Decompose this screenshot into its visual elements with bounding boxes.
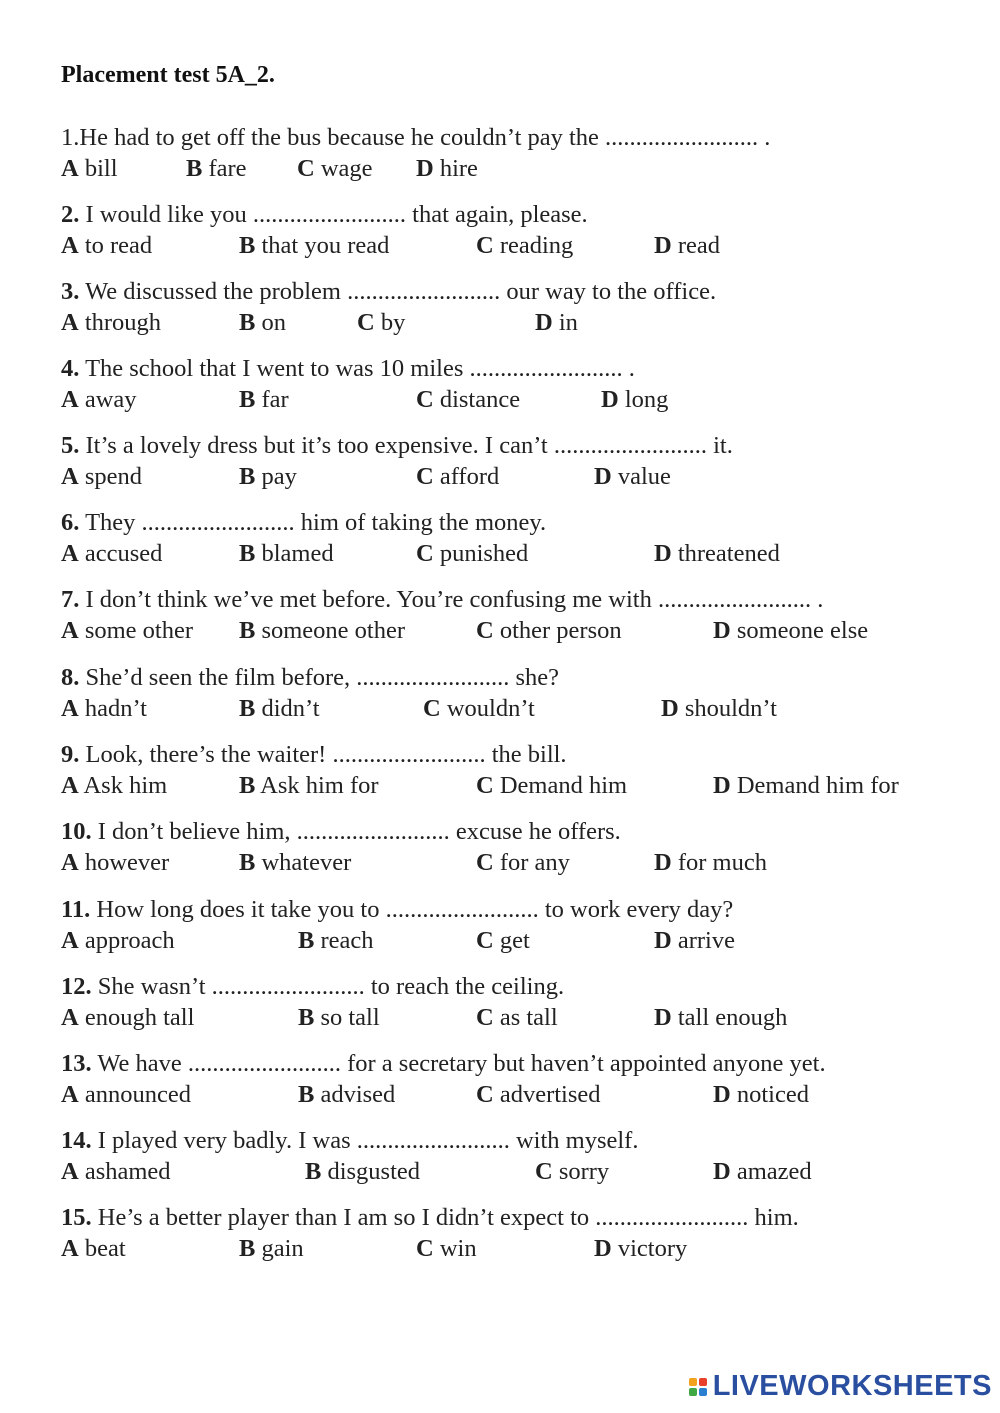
answer-option-a[interactable] — [61, 615, 193, 646]
question-stem — [61, 353, 961, 384]
answer-option-d[interactable] — [654, 847, 767, 878]
answer-option-a[interactable] — [61, 1156, 171, 1187]
question-15 — [61, 1202, 961, 1264]
answer-option-c[interactable] — [357, 307, 405, 338]
question-text: He’s a better player than I am so I didn’t expect to ......................... him. — [97, 1204, 799, 1231]
answer-options — [61, 461, 961, 492]
option-text: so tall — [320, 1004, 380, 1031]
option-letter: A — [61, 386, 79, 413]
answer-option-b[interactable] — [239, 307, 286, 338]
option-letter: C — [476, 1004, 494, 1031]
option-letter: A — [61, 849, 79, 876]
answer-option-d[interactable] — [654, 538, 780, 569]
option-letter: D — [654, 540, 672, 567]
question-8 — [61, 662, 961, 724]
question-text: They ......................... him of taking the money. — [85, 509, 547, 536]
answer-option-c[interactable] — [476, 615, 622, 646]
question-12 — [61, 971, 961, 1033]
answer-option-b[interactable] — [298, 1002, 380, 1033]
option-letter: A — [61, 695, 79, 722]
option-text: spend — [84, 463, 142, 490]
question-stem — [61, 276, 961, 307]
question-stem — [61, 662, 961, 693]
answer-option-c[interactable] — [416, 384, 520, 415]
option-letter: C — [476, 927, 494, 954]
option-letter: C — [416, 463, 434, 490]
option-letter: B — [239, 849, 256, 876]
answer-options — [61, 307, 961, 338]
option-text: for much — [677, 849, 767, 876]
answer-option-d[interactable] — [594, 461, 671, 492]
question-11 — [61, 894, 961, 956]
option-letter: C — [416, 386, 434, 413]
option-text: wage — [320, 155, 373, 182]
answer-option-d[interactable] — [713, 615, 868, 646]
question-text: We have ......................... for a secretary but haven’t appointed anyone yet. — [97, 1050, 826, 1077]
option-letter: A — [61, 155, 79, 182]
option-letter: A — [61, 540, 79, 567]
question-stem — [61, 894, 961, 925]
question-number: 3. — [61, 278, 80, 305]
question-number: 12. — [61, 973, 92, 1000]
question-4 — [61, 353, 961, 415]
answer-option-a[interactable] — [61, 307, 161, 338]
answer-option-b[interactable] — [239, 615, 405, 646]
option-text: noticed — [736, 1081, 809, 1108]
option-letter: D — [654, 927, 672, 954]
answer-option-c[interactable] — [476, 847, 570, 878]
answer-option-a[interactable] — [61, 461, 142, 492]
answer-option-b[interactable] — [305, 1156, 420, 1187]
option-text: threatened — [677, 540, 780, 567]
question-stem — [61, 430, 961, 461]
question-text: I don’t believe him, ......................... excuse he offers. — [97, 818, 621, 845]
option-letter: C — [476, 772, 494, 799]
option-letter: C — [357, 309, 375, 336]
question-number: 10. — [61, 818, 92, 845]
answer-option-b[interactable] — [186, 153, 247, 184]
question-text: We discussed the problem ......................... our way to the office. — [85, 278, 717, 305]
option-text: however — [84, 849, 170, 876]
option-letter: C — [476, 1081, 494, 1108]
option-letter: B — [239, 540, 256, 567]
question-3 — [61, 276, 961, 338]
option-text: read — [677, 232, 720, 259]
answer-options — [61, 1002, 961, 1033]
answer-option-b[interactable] — [239, 847, 351, 878]
question-1 — [61, 122, 961, 184]
question-7 — [61, 584, 961, 646]
brand-wordmark: LIVEWORKSHEETS — [712, 1370, 992, 1402]
answer-option-a[interactable] — [61, 847, 169, 878]
answer-option-c[interactable] — [476, 1079, 601, 1110]
answer-option-a[interactable] — [61, 1233, 126, 1264]
option-text: afford — [439, 463, 500, 490]
option-text: wouldn’t — [446, 695, 535, 722]
option-letter: B — [239, 617, 256, 644]
question-stem — [61, 739, 961, 770]
answer-option-b[interactable] — [298, 1079, 395, 1110]
option-text: win — [439, 1235, 477, 1262]
answer-option-a[interactable] — [61, 925, 175, 956]
answer-options — [61, 770, 961, 801]
option-text: disgusted — [327, 1158, 421, 1185]
option-text: hire — [439, 155, 478, 182]
option-letter: C — [535, 1158, 553, 1185]
option-text: fare — [208, 155, 247, 182]
option-text: distance — [439, 386, 521, 413]
answer-option-c[interactable] — [476, 925, 530, 956]
answer-option-c[interactable] — [535, 1156, 609, 1187]
question-stem — [61, 584, 961, 615]
option-text: Ask him for — [260, 772, 379, 799]
option-text: Demand him for — [736, 772, 899, 799]
answer-option-d[interactable] — [661, 693, 777, 724]
option-letter: B — [239, 232, 256, 259]
answer-option-b[interactable] — [239, 538, 334, 569]
option-text: value — [617, 463, 671, 490]
answer-option-d[interactable] — [601, 384, 668, 415]
option-text: reading — [499, 232, 574, 259]
option-text: beat — [84, 1235, 126, 1262]
question-text: She’d seen the film before, ......................... she? — [85, 664, 560, 691]
answer-option-d[interactable] — [654, 1002, 787, 1033]
option-text: hadn’t — [84, 695, 147, 722]
question-text: He had to get off the bus because he couldn’t pay the ......................... . — [79, 124, 771, 151]
answer-options — [61, 693, 961, 724]
question-number: 5. — [61, 432, 80, 459]
answer-option-a[interactable] — [61, 770, 167, 801]
question-stem — [61, 1125, 961, 1156]
question-number: 11. — [61, 896, 91, 923]
question-stem — [61, 1202, 961, 1233]
option-text: punished — [439, 540, 529, 567]
answer-option-c[interactable] — [416, 461, 499, 492]
option-text: Demand him — [499, 772, 628, 799]
option-text: some other — [84, 617, 194, 644]
answer-option-b[interactable] — [239, 384, 289, 415]
option-letter: A — [61, 1158, 79, 1185]
option-text: amazed — [736, 1158, 812, 1185]
option-text: arrive — [677, 927, 735, 954]
option-letter: A — [61, 463, 79, 490]
option-text: as tall — [499, 1004, 558, 1031]
answer-option-a[interactable] — [61, 1079, 191, 1110]
option-letter: B — [298, 927, 315, 954]
question-9 — [61, 739, 961, 801]
answer-option-c[interactable] — [476, 770, 627, 801]
answer-option-d[interactable] — [535, 307, 578, 338]
answer-option-c[interactable] — [423, 693, 535, 724]
answer-option-d[interactable] — [713, 770, 899, 801]
answer-option-a[interactable] — [61, 538, 162, 569]
option-letter: B — [239, 772, 256, 799]
answer-options — [61, 1079, 961, 1110]
page-title: Placement test 5A_2. — [61, 62, 275, 88]
option-text: didn’t — [261, 695, 320, 722]
logo-square-e — [699, 1388, 707, 1396]
option-text: long — [624, 386, 669, 413]
question-stem — [61, 507, 961, 538]
question-stem — [61, 816, 961, 847]
question-text: I played very badly. I was ......................... with myself. — [97, 1127, 639, 1154]
option-text: other person — [499, 617, 622, 644]
option-text: announced — [84, 1081, 191, 1108]
option-letter: D — [416, 155, 434, 182]
question-5 — [61, 430, 961, 492]
option-text: shouldn’t — [684, 695, 777, 722]
option-letter: B — [239, 386, 256, 413]
answer-option-a[interactable] — [61, 693, 147, 724]
question-number: 9. — [61, 741, 80, 768]
option-letter: A — [61, 927, 79, 954]
question-text: Look, there’s the waiter! ......................... the bill. — [85, 741, 567, 768]
option-text: Ask him — [83, 772, 168, 799]
answer-options — [61, 230, 961, 261]
option-text: away — [84, 386, 137, 413]
option-letter: D — [594, 1235, 612, 1262]
answer-option-c[interactable] — [476, 230, 573, 261]
answer-options — [61, 153, 961, 184]
answer-option-c[interactable] — [416, 538, 528, 569]
option-text: advertised — [499, 1081, 601, 1108]
answer-options — [61, 1156, 961, 1187]
option-text: someone else — [736, 617, 869, 644]
option-text: get — [499, 927, 530, 954]
option-text: whatever — [261, 849, 352, 876]
option-letter: D — [535, 309, 553, 336]
option-text: that you read — [261, 232, 390, 259]
logo-square-v — [689, 1388, 697, 1396]
answer-option-c[interactable] — [476, 1002, 558, 1033]
answer-option-a[interactable] — [61, 1002, 194, 1033]
liveworksheets-brand — [689, 1370, 992, 1403]
option-letter: C — [423, 695, 441, 722]
question-text: How long does it take you to ......................... to work every day? — [96, 896, 734, 923]
option-letter: B — [305, 1158, 322, 1185]
question-number: 15. — [61, 1204, 92, 1231]
answer-options — [61, 847, 961, 878]
answer-option-d[interactable] — [416, 153, 478, 184]
answer-option-d[interactable] — [713, 1156, 812, 1187]
question-number: 4. — [61, 355, 80, 382]
question-text: The school that I went to was 10 miles ......................... . — [85, 355, 635, 382]
answer-option-d[interactable] — [654, 925, 735, 956]
answer-options — [61, 384, 961, 415]
liveworksheets-logo — [689, 1378, 707, 1396]
option-text: reach — [320, 927, 374, 954]
option-letter: D — [601, 386, 619, 413]
question-stem — [61, 122, 961, 153]
option-letter: A — [61, 1235, 79, 1262]
question-text: I would like you ......................... that again, please. — [85, 201, 588, 228]
option-letter: C — [297, 155, 315, 182]
option-text: tall enough — [677, 1004, 788, 1031]
option-text: by — [380, 309, 406, 336]
question-10 — [61, 816, 961, 878]
option-text: ashamed — [84, 1158, 171, 1185]
option-letter: C — [476, 617, 494, 644]
answer-option-a[interactable] — [61, 384, 137, 415]
question-text: I don’t think we’ve met before. You’re confusing me with ......................... . — [85, 586, 824, 613]
option-letter: D — [713, 772, 731, 799]
answer-options — [61, 615, 961, 646]
answer-option-c[interactable] — [297, 153, 373, 184]
answer-option-b[interactable] — [298, 925, 374, 956]
option-letter: D — [654, 232, 672, 259]
answer-option-d[interactable] — [594, 1233, 687, 1264]
option-text: through — [84, 309, 162, 336]
option-letter: B — [298, 1081, 315, 1108]
answer-option-b[interactable] — [239, 230, 389, 261]
option-text: blamed — [261, 540, 334, 567]
option-letter: D — [654, 1004, 672, 1031]
option-text: bill — [84, 155, 118, 182]
question-text: She wasn’t ......................... to reach the ceiling. — [97, 973, 565, 1000]
question-stem — [61, 971, 961, 1002]
option-letter: D — [713, 1158, 731, 1185]
question-6 — [61, 507, 961, 569]
logo-square-l — [689, 1378, 697, 1386]
answer-option-d[interactable] — [654, 230, 720, 261]
question-number: 1. — [61, 124, 80, 151]
option-letter: D — [654, 849, 672, 876]
answer-option-a[interactable] — [61, 153, 118, 184]
option-text: for any — [499, 849, 570, 876]
option-letter: A — [61, 232, 79, 259]
option-text: approach — [84, 927, 175, 954]
option-text: victory — [617, 1235, 688, 1262]
question-2 — [61, 199, 961, 261]
option-letter: B — [239, 309, 256, 336]
question-stem — [61, 199, 961, 230]
answer-options — [61, 925, 961, 956]
option-letter: C — [416, 1235, 434, 1262]
question-text: It’s a lovely dress but it’s too expensive. I can’t ......................... it. — [85, 432, 733, 459]
option-letter: A — [61, 309, 79, 336]
answer-options — [61, 1233, 961, 1264]
option-text: sorry — [558, 1158, 610, 1185]
option-letter: D — [713, 617, 731, 644]
option-text: gain — [261, 1235, 304, 1262]
option-letter: D — [713, 1081, 731, 1108]
answer-options — [61, 538, 961, 569]
option-letter: B — [239, 463, 256, 490]
question-number: 14. — [61, 1127, 92, 1154]
answer-option-d[interactable] — [713, 1079, 809, 1110]
option-letter: B — [239, 695, 256, 722]
question-number: 13. — [61, 1050, 92, 1077]
option-letter: A — [61, 1004, 79, 1031]
answer-option-b[interactable] — [239, 693, 320, 724]
option-text: to read — [84, 232, 153, 259]
answer-option-a[interactable] — [61, 230, 152, 261]
option-text: in — [558, 309, 578, 336]
answer-option-c[interactable] — [416, 1233, 477, 1264]
logo-square-i — [699, 1378, 707, 1386]
option-letter: B — [298, 1004, 315, 1031]
question-number: 2. — [61, 201, 80, 228]
option-letter: B — [239, 1235, 256, 1262]
option-letter: B — [186, 155, 203, 182]
answer-option-b[interactable] — [239, 770, 379, 801]
option-text: someone other — [261, 617, 406, 644]
question-number: 6. — [61, 509, 80, 536]
option-letter: A — [61, 772, 79, 799]
option-letter: D — [594, 463, 612, 490]
question-number: 7. — [61, 586, 80, 613]
option-letter: C — [476, 849, 494, 876]
option-text: accused — [84, 540, 163, 567]
question-number: 8. — [61, 664, 80, 691]
question-13 — [61, 1048, 961, 1110]
option-text: far — [261, 386, 289, 413]
option-letter: A — [61, 617, 79, 644]
option-letter: D — [661, 695, 679, 722]
option-letter: C — [476, 232, 494, 259]
question-stem — [61, 1048, 961, 1079]
option-text: pay — [261, 463, 297, 490]
option-letter: C — [416, 540, 434, 567]
question-14 — [61, 1125, 961, 1187]
option-text: enough tall — [84, 1004, 195, 1031]
answer-option-b[interactable] — [239, 461, 297, 492]
option-text: on — [261, 309, 286, 336]
option-letter: A — [61, 1081, 79, 1108]
option-text: advised — [320, 1081, 396, 1108]
answer-option-b[interactable] — [239, 1233, 304, 1264]
